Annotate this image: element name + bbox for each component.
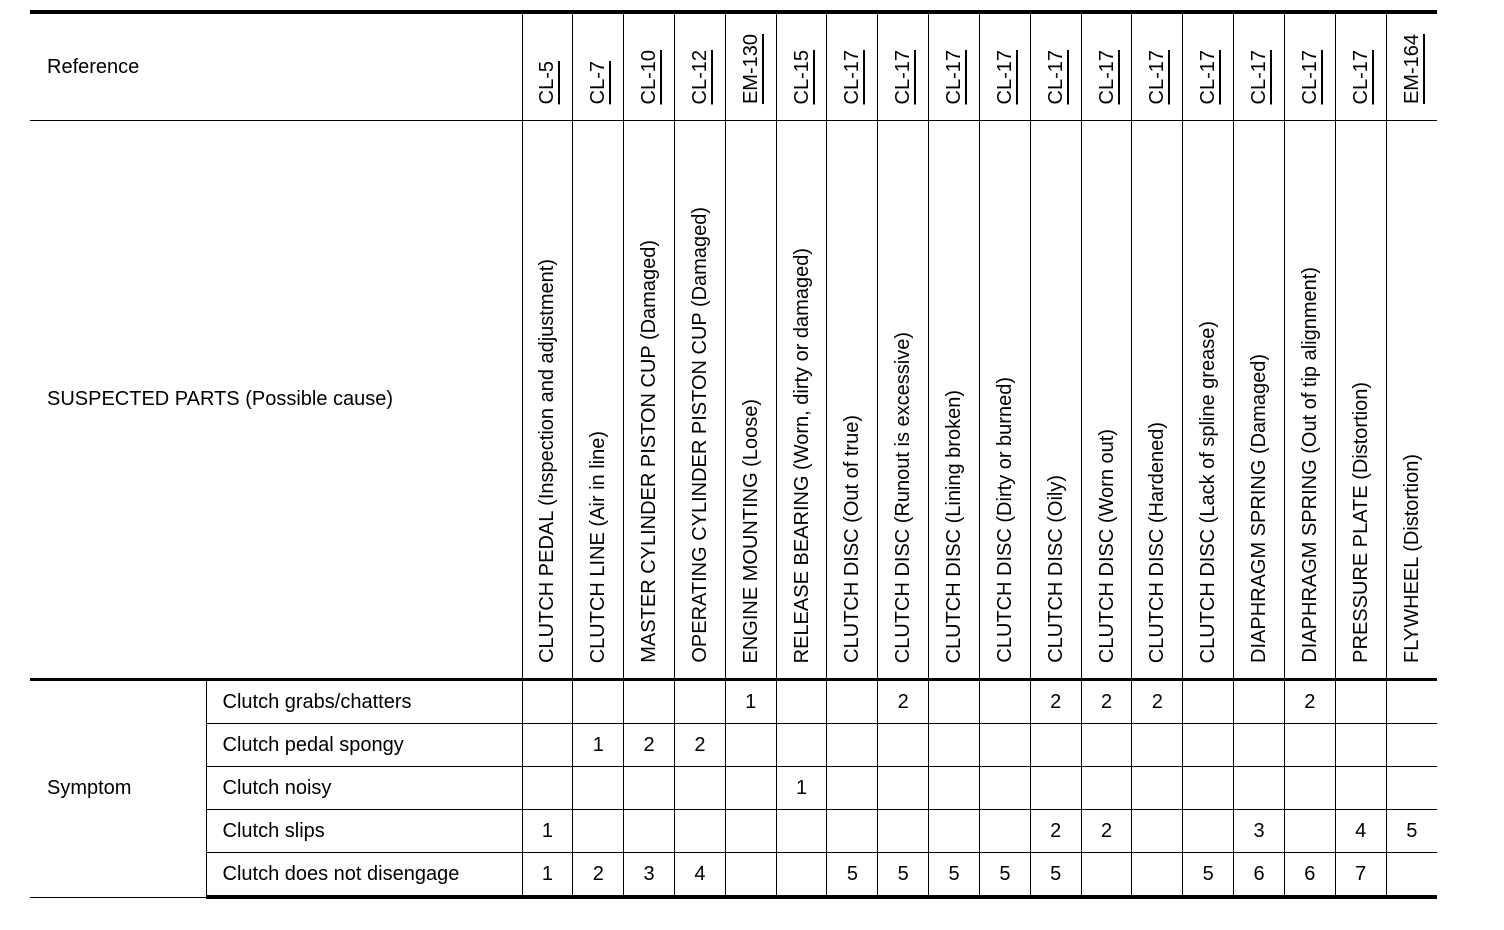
priority-cell — [1335, 680, 1386, 724]
suspected-part-cell — [675, 121, 726, 680]
symptom-row — [30, 724, 1437, 767]
priority-cell — [624, 680, 675, 724]
priority-cell — [522, 680, 573, 724]
priority-cell: 3 — [624, 853, 675, 898]
priority-cell — [573, 810, 624, 853]
priority-cell: 2 — [1132, 680, 1183, 724]
reference-link[interactable]: CL-17 — [993, 49, 1016, 104]
priority-cell — [675, 810, 726, 853]
suspected-part-cell — [1335, 121, 1386, 680]
suspected-part-cell — [1132, 121, 1183, 680]
priority-cell — [624, 810, 675, 853]
priority-cell — [1335, 767, 1386, 810]
reference-cell — [1284, 12, 1335, 121]
priority-cell: 5 — [878, 853, 929, 898]
priority-cell: 4 — [1335, 810, 1386, 853]
suspected-part-cell — [878, 121, 929, 680]
priority-cell — [1386, 767, 1437, 810]
priority-cell — [776, 724, 827, 767]
suspected-part-label: CLUTCH DISC (Hardened) — [1146, 421, 1169, 663]
priority-cell — [979, 767, 1030, 810]
reference-cell — [1030, 12, 1081, 121]
reference-link[interactable]: CL-17 — [1298, 49, 1321, 104]
suspected-part-label: CLUTCH DISC (Lining broken) — [943, 389, 966, 663]
reference-link[interactable]: CL-5 — [536, 60, 559, 104]
priority-cell — [979, 724, 1030, 767]
priority-cell — [522, 767, 573, 810]
priority-cell — [827, 810, 878, 853]
suspected-part-label: RELEASE BEARING (Worn, dirty or damaged) — [790, 247, 813, 663]
suspected-part-label: FLYWHEEL (Distortion) — [1400, 454, 1423, 663]
priority-cell — [725, 810, 776, 853]
priority-cell — [1132, 724, 1183, 767]
priority-cell — [1335, 724, 1386, 767]
priority-cell: 1 — [522, 853, 573, 898]
priority-cell — [1132, 767, 1183, 810]
priority-cell — [1132, 810, 1183, 853]
suspected-part-cell — [573, 121, 624, 680]
suspected-part-label: DIAPHRAGM SPRING (Damaged) — [1248, 354, 1271, 663]
suspected-parts-label: SUSPECTED PARTS (Possible cause) — [30, 121, 522, 680]
suspected-part-label: CLUTCH DISC (Lack of spline grease) — [1197, 320, 1220, 663]
priority-cell — [1183, 810, 1234, 853]
priority-cell: 1 — [573, 724, 624, 767]
priority-cell — [675, 680, 726, 724]
reference-link[interactable]: CL-17 — [1248, 49, 1271, 104]
reference-cell — [1386, 12, 1437, 121]
reference-cell — [1183, 12, 1234, 121]
priority-cell: 2 — [573, 853, 624, 898]
reference-link[interactable]: EM-130 — [739, 33, 762, 104]
reference-link[interactable]: CL-7 — [587, 60, 610, 104]
suspected-part-label: MASTER CYLINDER PISTON CUP (Damaged) — [638, 240, 661, 663]
priority-cell — [1386, 853, 1437, 898]
priority-cell — [929, 724, 980, 767]
priority-cell: 2 — [624, 724, 675, 767]
priority-cell — [1081, 724, 1132, 767]
reference-cell — [878, 12, 929, 121]
reference-cell — [1234, 12, 1285, 121]
priority-cell: 2 — [675, 724, 726, 767]
priority-cell — [725, 853, 776, 898]
suspected-part-cell — [725, 121, 776, 680]
suspected-part-label: DIAPHRAGM SPRING (Out of tip alignment) — [1298, 267, 1321, 663]
priority-cell — [675, 767, 726, 810]
priority-cell — [1030, 767, 1081, 810]
suspected-part-label: CLUTCH DISC (Oily) — [1044, 475, 1067, 663]
reference-cell — [675, 12, 726, 121]
reference-link[interactable]: CL-17 — [1146, 49, 1169, 104]
symptom-row — [30, 680, 1437, 724]
symptom-name: Clutch slips — [206, 810, 522, 853]
reference-link[interactable]: CL-17 — [943, 49, 966, 104]
priority-cell — [1030, 724, 1081, 767]
priority-cell — [1284, 810, 1335, 853]
priority-cell: 4 — [675, 853, 726, 898]
suspected-part-cell — [979, 121, 1030, 680]
priority-cell — [725, 724, 776, 767]
priority-cell — [827, 767, 878, 810]
symptom-row — [30, 810, 1437, 853]
reference-link[interactable]: CL-17 — [1197, 49, 1220, 104]
suspected-part-cell — [776, 121, 827, 680]
priority-cell — [1183, 767, 1234, 810]
priority-cell: 3 — [1234, 810, 1285, 853]
priority-cell: 6 — [1284, 853, 1335, 898]
suspected-part-label: CLUTCH DISC (Worn out) — [1095, 428, 1118, 663]
reference-link[interactable]: CL-17 — [1095, 49, 1118, 104]
priority-cell — [878, 810, 929, 853]
priority-cell — [522, 724, 573, 767]
reference-cell — [1335, 12, 1386, 121]
suspected-part-label: CLUTCH DISC (Runout is excessive) — [892, 331, 915, 663]
suspected-part-cell — [1030, 121, 1081, 680]
symptom-name: Clutch grabs/chatters — [206, 680, 522, 724]
priority-cell: 2 — [1284, 680, 1335, 724]
reference-row — [30, 12, 1437, 121]
priority-cell — [979, 680, 1030, 724]
priority-cell: 6 — [1234, 853, 1285, 898]
reference-link[interactable]: CL-17 — [892, 49, 915, 104]
suspected-part-cell — [624, 121, 675, 680]
reference-link[interactable]: CL-15 — [790, 49, 813, 104]
priority-cell: 5 — [929, 853, 980, 898]
suspected-part-cell — [522, 121, 573, 680]
priority-cell — [929, 767, 980, 810]
priority-cell — [624, 767, 675, 810]
symptom-label: Symptom — [30, 680, 206, 898]
reference-cell — [573, 12, 624, 121]
priority-cell — [1183, 724, 1234, 767]
priority-cell: 5 — [1030, 853, 1081, 898]
suspected-part-label: CLUTCH DISC (Dirty or burned) — [993, 377, 1016, 663]
suspected-part-cell — [929, 121, 980, 680]
priority-cell — [776, 853, 827, 898]
priority-cell: 5 — [827, 853, 878, 898]
reference-cell — [725, 12, 776, 121]
reference-cell — [522, 12, 573, 121]
priority-cell: 5 — [1386, 810, 1437, 853]
suspected-part-cell — [1284, 121, 1335, 680]
suspected-part-cell — [1386, 121, 1437, 680]
priority-cell — [1081, 767, 1132, 810]
symptom-row — [30, 767, 1437, 810]
suspected-parts-row — [30, 121, 1437, 680]
reference-cell — [1081, 12, 1132, 121]
reference-cell — [827, 12, 878, 121]
priority-cell — [827, 680, 878, 724]
reference-cell — [929, 12, 980, 121]
suspected-part-cell — [1234, 121, 1285, 680]
priority-cell — [1183, 680, 1234, 724]
reference-cell — [1132, 12, 1183, 121]
priority-cell: 2 — [1030, 680, 1081, 724]
priority-cell — [1386, 680, 1437, 724]
reference-link[interactable]: CL-10 — [638, 49, 661, 104]
priority-cell: 2 — [1081, 810, 1132, 853]
reference-cell — [776, 12, 827, 121]
suspected-part-label: CLUTCH PEDAL (Inspection and adjustment) — [536, 259, 559, 663]
priority-cell: 2 — [878, 680, 929, 724]
suspected-part-label: OPERATING CYLINDER PISTON CUP (Damaged) — [688, 207, 711, 663]
reference-label: Reference — [30, 12, 522, 121]
reference-link[interactable]: CL-17 — [841, 49, 864, 104]
reference-cell — [979, 12, 1030, 121]
suspected-part-label: PRESSURE PLATE (Distortion) — [1349, 382, 1372, 663]
priority-cell — [1234, 767, 1285, 810]
reference-link[interactable]: CL-17 — [1044, 49, 1067, 104]
priority-cell: 5 — [1183, 853, 1234, 898]
priority-cell — [878, 724, 929, 767]
priority-cell — [878, 767, 929, 810]
suspected-part-cell — [827, 121, 878, 680]
symptom-name: Clutch noisy — [206, 767, 522, 810]
priority-cell: 2 — [1030, 810, 1081, 853]
priority-cell — [1234, 724, 1285, 767]
reference-link[interactable]: CL-12 — [688, 49, 711, 104]
priority-cell — [573, 680, 624, 724]
priority-cell — [1234, 680, 1285, 724]
suspected-part-cell — [1081, 121, 1132, 680]
reference-cell — [624, 12, 675, 121]
symptom-row — [30, 853, 1437, 898]
priority-cell — [827, 724, 878, 767]
priority-cell: 1 — [725, 680, 776, 724]
troubleshooting-chart — [30, 10, 1437, 899]
priority-cell — [725, 767, 776, 810]
symptom-name: Clutch does not disengage — [206, 853, 522, 898]
priority-cell: 7 — [1335, 853, 1386, 898]
priority-cell — [979, 810, 1030, 853]
priority-cell — [776, 810, 827, 853]
suspected-part-label: CLUTCH DISC (Out of true) — [841, 415, 864, 663]
priority-cell — [929, 810, 980, 853]
suspected-part-cell — [1183, 121, 1234, 680]
priority-cell — [1284, 767, 1335, 810]
priority-cell: 5 — [979, 853, 1030, 898]
priority-cell: 2 — [1081, 680, 1132, 724]
reference-link[interactable]: CL-17 — [1349, 49, 1372, 104]
priority-cell — [573, 767, 624, 810]
priority-cell: 1 — [776, 767, 827, 810]
suspected-part-label: CLUTCH LINE (Air in line) — [587, 430, 610, 663]
priority-cell — [776, 680, 827, 724]
priority-cell — [929, 680, 980, 724]
priority-cell — [1386, 724, 1437, 767]
suspected-part-label: ENGINE MOUNTING (Loose) — [739, 398, 762, 663]
symptom-name: Clutch pedal spongy — [206, 724, 522, 767]
priority-cell — [1132, 853, 1183, 898]
priority-cell — [1081, 853, 1132, 898]
reference-link[interactable]: EM-164 — [1400, 33, 1423, 104]
priority-cell: 1 — [522, 810, 573, 853]
priority-cell — [1284, 724, 1335, 767]
